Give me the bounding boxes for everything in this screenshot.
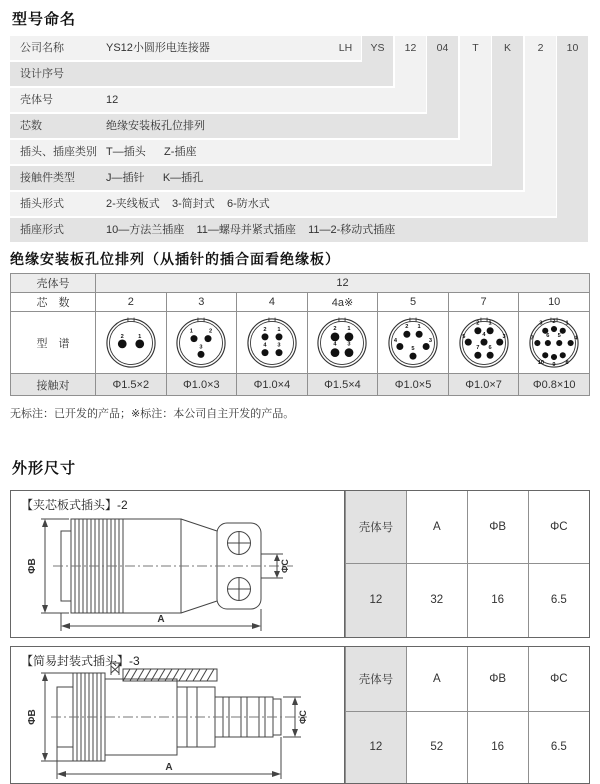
code-text: YS [370, 42, 385, 54]
table-row-contact-type [10, 166, 523, 190]
code-cell-12 [395, 36, 426, 112]
row-label: 芯数 [20, 120, 42, 132]
contact-cell: Φ0.8×10 [519, 374, 590, 396]
svg-text:1: 1 [190, 328, 194, 334]
a-label: A [165, 762, 173, 773]
row-content: YS12小圆形电连接器 [106, 42, 210, 54]
svg-text:3: 3 [199, 343, 203, 350]
svg-text:5: 5 [411, 345, 415, 352]
model-code-staircase-table [10, 36, 590, 242]
value-cell: 6.5 [528, 711, 589, 783]
cable-clamp-screw [110, 663, 120, 675]
connector-face-diagram-4a [314, 315, 370, 371]
row-label: 壳体号 [20, 94, 53, 106]
code-text: LH [338, 42, 353, 54]
row-content: 10—方法兰插座 11—螺母并紧式插座 11—2-移动式插座 [106, 224, 396, 236]
spectrum-cell [237, 312, 308, 374]
screw-icon [228, 532, 251, 555]
svg-text:3: 3 [277, 342, 281, 348]
svg-text:4: 4 [482, 331, 486, 338]
svg-text:4: 4 [263, 342, 267, 348]
row-label: 设计序号 [20, 68, 64, 80]
svg-text:1: 1 [488, 320, 492, 327]
table-row-spectrum [11, 312, 590, 374]
phi-c-label: ΦC [298, 710, 308, 724]
code-cell-04 [427, 36, 458, 138]
section-title-outline-dimensions: 外形尺寸 [12, 460, 77, 477]
code-cell-10 [557, 36, 588, 242]
svg-text:7: 7 [475, 344, 480, 351]
value-cell: 16 [467, 711, 528, 783]
outline-drawing-clamp-plug [11, 509, 344, 637]
svg-text:4: 4 [333, 341, 338, 348]
row-content: 12 [106, 94, 119, 106]
svg-text:7: 7 [530, 335, 534, 341]
table-row-shell [11, 274, 590, 293]
svg-text:3: 3 [539, 320, 543, 327]
phi-b-label: ΦB [27, 709, 38, 725]
cores-cell: 7 [448, 293, 519, 312]
row-label: 插座形式 [20, 224, 64, 236]
value-cell: 12 [346, 563, 407, 637]
svg-text:2: 2 [120, 333, 124, 340]
svg-text:3: 3 [502, 333, 506, 340]
cores-cell: 4a※ [307, 293, 378, 312]
svg-text:1: 1 [417, 323, 421, 330]
cores-cell: 5 [378, 293, 449, 312]
row-label: 插头、插座类别 [20, 146, 97, 158]
header-cell: 壳体号 [346, 647, 407, 711]
row-content: 绝缘安装板孔位排列 [106, 120, 205, 132]
code-cell-K [492, 36, 523, 190]
dimension-table-sealed-plug [345, 647, 589, 783]
taper-bottom [181, 601, 217, 613]
spectrum-cell [166, 312, 237, 374]
value-cell: 16 [467, 563, 528, 637]
phi-b-label: ΦB [27, 558, 38, 574]
svg-text:1: 1 [347, 325, 352, 332]
drawing-caption: 【夹芯板式插头】-2 [21, 498, 128, 512]
header-cell: ΦB [467, 647, 528, 711]
connector-face-diagram-7 [456, 315, 512, 371]
table-value-row [346, 711, 590, 783]
code-text: K [503, 42, 511, 54]
connector-face-diagram-2 [103, 315, 159, 371]
svg-text:1: 1 [277, 326, 281, 333]
svg-text:1: 1 [137, 333, 142, 340]
contact-cell: Φ1.0×3 [166, 374, 237, 396]
svg-text:5: 5 [557, 332, 562, 339]
code-cell-T [460, 36, 491, 164]
table-row-socket-form [10, 218, 588, 242]
contact-cell: Φ1.0×4 [237, 374, 308, 396]
row-content: J—插针 K—插孔 [106, 172, 204, 184]
code-text: 04 [436, 42, 449, 54]
svg-text:2: 2 [333, 325, 338, 332]
contact-cell: Φ1.0×5 [378, 374, 449, 396]
section-title-model-naming: 型号命名 [12, 11, 77, 28]
cores-label-cell: 芯 数 [11, 293, 96, 312]
spectrum-cell [448, 312, 519, 374]
code-cell-LH [330, 36, 361, 60]
contact-cell: Φ1.5×2 [96, 374, 167, 396]
row-content: 2-夹线板式 3-简封式 6-防水式 [106, 198, 270, 210]
cores-cell: 4 [237, 293, 308, 312]
svg-text:2: 2 [475, 320, 480, 327]
drawing-caption: 【简易封装式插头】-3 [21, 654, 140, 668]
code-text: T [472, 42, 479, 54]
spectrum-cell [519, 312, 590, 374]
header-cell: ΦB [467, 491, 528, 563]
row-label: 插头形式 [20, 198, 64, 210]
cores-cell: 10 [519, 293, 590, 312]
dimension-table-clamp-plug [345, 491, 589, 637]
section-title-hole-layout: 绝缘安装板孔位排列（从插针的插合面看绝缘板） [10, 251, 340, 267]
phi-c-label: ΦC [280, 559, 290, 573]
hole-layout-table [10, 273, 590, 396]
contact-cell: Φ1.0×7 [448, 374, 519, 396]
outline-box-clamp-plug [10, 490, 590, 638]
code-cell-YS [362, 36, 393, 86]
table-row-company [10, 36, 361, 60]
code-text: 2 [537, 42, 544, 54]
connector-face-diagram-10 [526, 315, 582, 371]
code-text: 12 [404, 42, 417, 54]
connector-face-diagram-5 [385, 315, 441, 371]
svg-text:9: 9 [552, 361, 556, 368]
drawing-area-sealed-plug [11, 647, 345, 783]
table-row-design-serial [10, 62, 393, 86]
taper-top [181, 519, 217, 531]
value-cell: 32 [406, 563, 467, 637]
svg-text:2: 2 [405, 323, 409, 330]
contact-label-cell: 接触对 [11, 374, 96, 396]
table-row-contact-pairs [11, 374, 590, 396]
table-row-plug-socket-class [10, 140, 491, 164]
svg-text:8: 8 [565, 359, 569, 366]
drawing-area-clamp-plug [11, 491, 345, 637]
cores-cell: 3 [166, 293, 237, 312]
shell-label-cell: 壳体号 [11, 274, 96, 293]
outline-box-sealed-plug [10, 646, 590, 784]
spectrum-cell [307, 312, 378, 374]
svg-text:1: 1 [565, 320, 569, 327]
header-cell: ΦC [528, 647, 589, 711]
svg-text:4: 4 [574, 335, 578, 341]
svg-text:6: 6 [546, 332, 550, 339]
svg-text:10: 10 [537, 359, 545, 366]
a-label: A [157, 614, 165, 625]
row-label: 接触件类型 [20, 172, 75, 184]
table-header-row [346, 647, 590, 711]
svg-text:3: 3 [347, 341, 352, 348]
row-label: 公司名称 [20, 42, 64, 54]
outline-drawing-sealed-plug [11, 661, 344, 783]
connector-face-diagram-4 [244, 315, 300, 371]
table-row-shell-number [10, 88, 426, 112]
code-text: 10 [566, 42, 579, 54]
row-content: T—插头 Z-插座 [106, 146, 197, 158]
spectrum-cell [378, 312, 449, 374]
header-cell: ΦC [528, 491, 589, 563]
table-row-plug-form [10, 192, 556, 216]
value-cell: 12 [346, 711, 407, 783]
value-cell: 6.5 [528, 563, 589, 637]
screw-icon [228, 578, 251, 601]
table-header-row [346, 491, 590, 563]
svg-text:2: 2 [552, 318, 556, 325]
header-cell: A [406, 647, 467, 711]
header-cell: A [406, 491, 467, 563]
table-row-cores [11, 293, 590, 312]
header-cell: 壳体号 [346, 491, 407, 563]
connector-face-diagram-3 [173, 315, 229, 371]
table-value-row [346, 563, 590, 637]
spectrum-label-cell: 型 谱 [11, 312, 96, 374]
value-cell: 52 [406, 711, 467, 783]
footnote: 无标注：已开发的产品；※标注：本公司自主开发的产品。 [10, 408, 295, 420]
svg-text:2: 2 [209, 328, 213, 334]
contact-cell: Φ1.5×4 [307, 374, 378, 396]
svg-text:5: 5 [461, 333, 466, 340]
table-row-core-count [10, 114, 458, 138]
svg-text:6: 6 [488, 344, 492, 351]
spectrum-cell [96, 312, 167, 374]
svg-text:4: 4 [393, 337, 398, 344]
svg-text:2: 2 [263, 326, 267, 333]
shell-value-cell: 12 [96, 274, 590, 293]
cores-cell: 2 [96, 293, 167, 312]
code-cell-2 [525, 36, 556, 216]
svg-text:3: 3 [428, 337, 433, 344]
